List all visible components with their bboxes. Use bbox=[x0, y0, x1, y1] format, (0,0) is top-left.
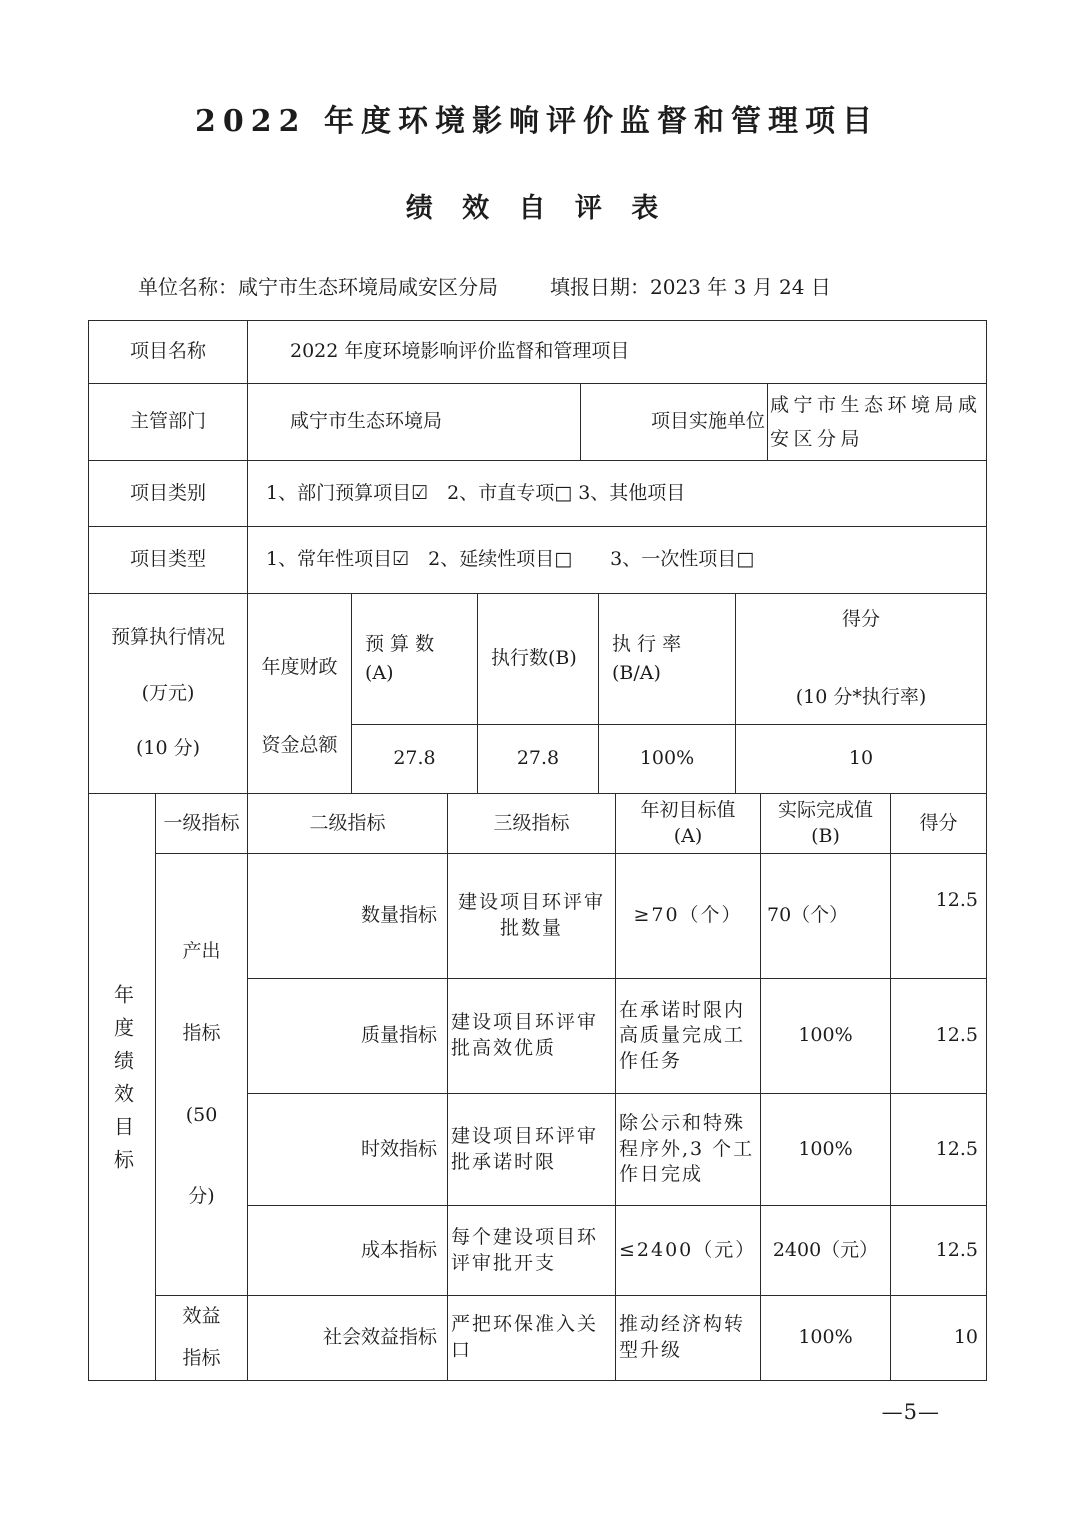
actual-value: 2400（元） bbox=[761, 1206, 891, 1296]
score-value: 10 bbox=[891, 1296, 987, 1381]
document-title: 2022 年度环境影响评价监督和管理项目 bbox=[195, 104, 879, 139]
page-number: —5— bbox=[881, 1400, 940, 1424]
unit-name-value: 咸宁市生态环境局咸安区分局 bbox=[238, 275, 498, 299]
actual-header: 实际完成值 (B) bbox=[761, 794, 891, 854]
exec-rate-header: 执 行 率 (B/A) bbox=[599, 594, 736, 725]
report-date-field bbox=[550, 271, 831, 300]
indicator-header-row bbox=[89, 794, 987, 854]
actual-value: 100% bbox=[761, 1296, 891, 1381]
level3-indicator: 建设项目环评审批承诺时限 bbox=[448, 1094, 616, 1206]
annual-fund-label-line1: 年度财政 bbox=[261, 655, 338, 678]
unit-name-label: 单位名称： bbox=[138, 275, 238, 299]
level2-indicator: 时效指标 bbox=[248, 1094, 448, 1206]
level2-indicator: 质量指标 bbox=[248, 979, 448, 1094]
report-date-value: 2023 年 3 月 24 日 bbox=[650, 275, 831, 299]
project-info-table bbox=[88, 320, 987, 594]
score-header: 得分 bbox=[891, 794, 987, 854]
meta-line bbox=[138, 271, 1074, 300]
budget-section-label-line3: (10 分) bbox=[135, 737, 201, 760]
row-dept bbox=[89, 384, 987, 461]
budget-section-label-line1: 预算执行情况 bbox=[110, 626, 225, 649]
indicator-row-social-benefit bbox=[89, 1296, 987, 1381]
report-date-label: 填报日期： bbox=[550, 275, 650, 299]
category-checkboxes: 1、部门预算项目☑ 2、市直专项□ 3、其他项目 bbox=[248, 461, 987, 527]
annual-fund-label-line2: 资金总额 bbox=[261, 733, 338, 756]
actual-value: 100% bbox=[761, 979, 891, 1094]
level3-indicator: 建设项目环评审批数量 bbox=[448, 854, 616, 979]
exec-num-header: 执行数(B) bbox=[478, 594, 599, 725]
dept-value: 咸宁市生态环境局 bbox=[248, 384, 581, 461]
target-header: 年初目标值 (A) bbox=[616, 794, 761, 854]
category-label: 项目类别 bbox=[89, 461, 248, 527]
target-value: 在承诺时限内高质量完成工作任务 bbox=[616, 979, 761, 1094]
level2-indicator: 数量指标 bbox=[248, 854, 448, 979]
level3-header: 三级指标 bbox=[448, 794, 616, 854]
impl-unit-value: 咸宁市生态环境局咸安区分局 bbox=[768, 384, 987, 461]
budget-num-header: 预 算 数 (A) bbox=[352, 594, 478, 725]
row-type bbox=[89, 527, 987, 594]
target-value: 推动经济构转型升级 bbox=[616, 1296, 761, 1381]
target-value: 除公示和特殊程序外,3 个工作日完成 bbox=[616, 1094, 761, 1206]
budget-num-value: 27.8 bbox=[352, 725, 478, 794]
budget-table bbox=[88, 593, 987, 794]
level3-indicator: 每个建设项目环评审批开支 bbox=[448, 1206, 616, 1296]
unit-name-field bbox=[138, 271, 498, 300]
project-name-label: 项目名称 bbox=[89, 321, 248, 384]
indicator-table bbox=[88, 793, 987, 1381]
budget-header-row bbox=[89, 594, 987, 725]
level2-indicator: 成本指标 bbox=[248, 1206, 448, 1296]
score-value: 12.5 bbox=[891, 854, 987, 979]
budget-section-label bbox=[89, 594, 248, 794]
level1-benefit-indicator: 效益 指标 bbox=[156, 1296, 248, 1381]
target-value: ≥70（个） bbox=[616, 854, 761, 979]
type-label: 项目类型 bbox=[89, 527, 248, 594]
annual-performance-goal-label: 年度绩效目标 bbox=[89, 794, 156, 1381]
actual-value: 100% bbox=[761, 1094, 891, 1206]
level1-header: 一级指标 bbox=[156, 794, 248, 854]
annual-fund-label bbox=[248, 594, 352, 794]
budget-score-value: 10 bbox=[736, 725, 987, 794]
row-project-name bbox=[89, 321, 987, 384]
exec-rate-value: 100% bbox=[599, 725, 736, 794]
level2-header: 二级指标 bbox=[248, 794, 448, 854]
exec-num-value: 27.8 bbox=[478, 725, 599, 794]
level3-indicator: 严把环保准入关口 bbox=[448, 1296, 616, 1381]
document-subtitle: 绩 效 自 评 表 bbox=[405, 193, 669, 224]
score-value: 12.5 bbox=[891, 1094, 987, 1206]
target-value: ≤2400（元） bbox=[616, 1206, 761, 1296]
level3-indicator: 建设项目环评审批高效优质 bbox=[448, 979, 616, 1094]
impl-unit-label: 项目实施单位 bbox=[581, 384, 768, 461]
score-value: 12.5 bbox=[891, 1206, 987, 1296]
budget-score-header: 得分 (10 分*执行率) bbox=[736, 594, 987, 725]
indicator-row-quantity bbox=[89, 854, 987, 979]
type-checkboxes: 1、常年性项目☑ 2、延续性项目□ 3、一次性项目□ bbox=[248, 527, 987, 594]
score-value: 12.5 bbox=[891, 979, 987, 1094]
budget-section-label-line2: (万元) bbox=[141, 681, 195, 704]
level2-indicator: 社会效益指标 bbox=[248, 1296, 448, 1381]
project-name-value: 2022 年度环境影响评价监督和管理项目 bbox=[248, 321, 987, 384]
row-category bbox=[89, 461, 987, 527]
level1-output-indicator: 产出 指标 (50 分) bbox=[156, 854, 248, 1296]
dept-label: 主管部门 bbox=[89, 384, 248, 461]
actual-value: 70（个） bbox=[761, 854, 891, 979]
